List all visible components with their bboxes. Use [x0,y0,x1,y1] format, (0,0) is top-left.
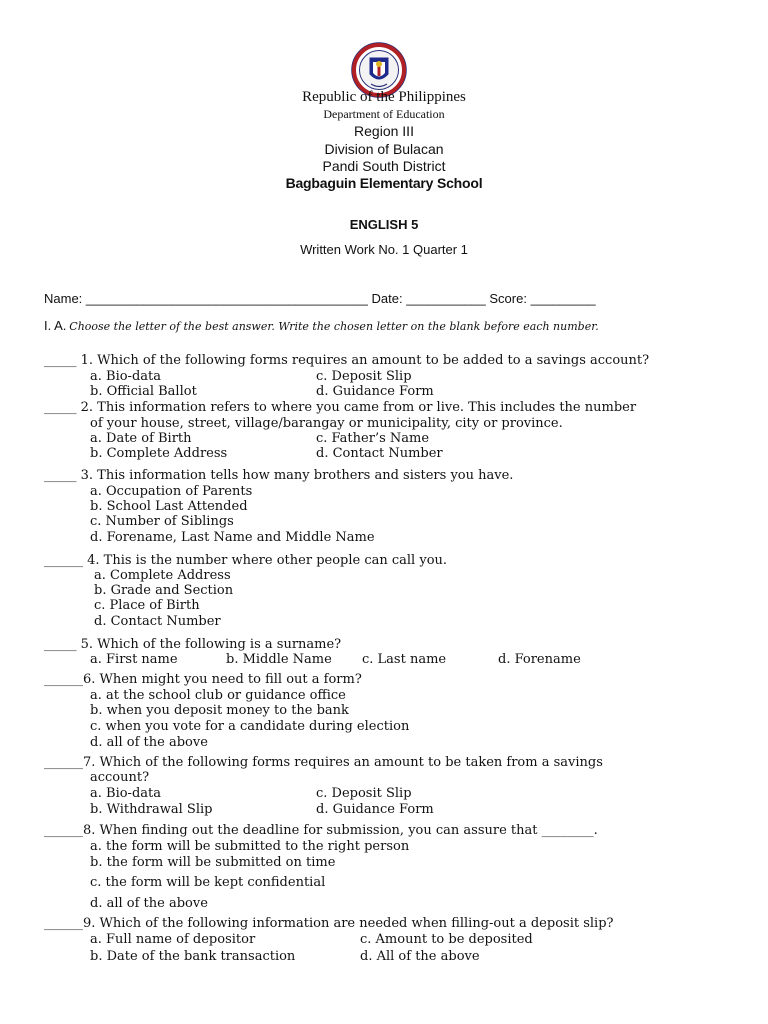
question-3-option-c: c. Number of Siblings [90,514,234,529]
question-7-stem-line2: account? [90,770,150,785]
question-2-option-c: c. Father’s Name [316,431,430,446]
question-5-stem: _____ 5. Which of the following is a surname? [44,637,342,652]
question-7-stem-line1: ______7. Which of the following forms requires an amount to be taken from a savings [44,755,603,770]
question-7-option-c: c. Deposit Slip [316,786,412,801]
question-1-stem: _____ 1. Which of the following forms requires an amount to be added to a savings account? [44,353,650,368]
question-5-option-c: c. Last name [362,652,447,667]
question-2-stem-line2: of your house, street, village/barangay or municipality, city or province. [90,416,563,431]
question-4-stem: ______ 4. This is the number where other people can call you. [44,553,448,568]
question-9-option-c: c. Amount to be deposited [360,932,533,947]
question-8-option-c: c. the form will be kept confidential [90,875,326,890]
question-8-stem: ______8. When finding out the deadline for submission, you can assure that ________. [44,823,598,838]
question-2-option-a: a. Date of Birth [90,431,192,446]
question-5-option-d: d. Forename [498,652,581,667]
question-5-option-a: a. First name [90,652,178,667]
question-2-stem-line1: _____ 2. This information refers to where you came from or live. This includes the number [44,400,637,415]
instructions-prefix: I. A. [44,318,67,333]
question-8-option-a: a. the form will be submitted to the right person [90,839,410,854]
question-6-option-d: d. all of the above [90,735,208,750]
question-4-option-c: c. Place of Birth [94,598,200,613]
question-5-option-b: b. Middle Name [226,652,332,667]
question-6-option-c: c. when you vote for a candidate during election [90,719,410,734]
question-7-option-d: d. Guidance Form [316,802,434,817]
question-2-option-b: b. Complete Address [90,446,228,461]
work-title: Written Work No. 1 Quarter 1 [300,242,468,257]
date-label: Date: [371,291,403,306]
division-heading: Division of Bulacan [324,141,444,157]
question-1-option-b: b. Official Ballot [90,384,197,399]
score-blank[interactable]: _________ [530,291,596,306]
question-4-option-a: a. Complete Address [94,568,231,583]
question-6-stem: ______6. When might you need to fill out a form? [44,672,362,687]
question-1-option-c: c. Deposit Slip [316,369,412,384]
name-label: Name: [44,291,83,306]
school-heading: Bagbaguin Elementary School [285,175,483,191]
date-blank[interactable]: ___________ [406,291,486,306]
question-2-option-d: d. Contact Number [316,446,443,461]
question-9-option-a: a. Full name of depositor [90,932,256,947]
question-6-option-a: a. at the school club or guidance office [90,688,346,703]
department-heading: Department of Education [323,107,445,121]
question-6-option-b: b. when you deposit money to the bank [90,703,349,718]
question-8-option-d: d. all of the above [90,896,208,911]
region-heading: Region III [354,123,414,139]
question-3-option-a: a. Occupation of Parents [90,484,253,499]
subject-title: ENGLISH 5 [349,217,419,232]
score-label: Score: [489,291,527,306]
question-3-option-d: d. Forename, Last Name and Middle Name [90,530,375,545]
question-3-stem: _____ 3. This information tells how many brothers and sisters you have. [44,468,514,483]
question-1-option-d: d. Guidance Form [316,384,434,399]
question-1-option-a: a. Bio-data [90,369,161,384]
question-4-option-b: b. Grade and Section [94,583,234,598]
info-line [44,291,596,306]
question-7-option-a: a. Bio-data [90,786,161,801]
question-9-stem: ______9. Which of the following information are needed when filling-out a deposit slip? [44,916,614,931]
republic-heading: Republic of the Philippines [302,89,466,105]
question-8-option-b: b. the form will be submitted on time [90,855,336,870]
instructions [44,318,599,333]
name-blank[interactable]: _______________________________________ [85,291,368,306]
question-9-option-d: d. All of the above [360,949,480,964]
district-heading: Pandi South District [322,158,446,174]
question-3-option-b: b. School Last Attended [90,499,248,514]
question-9-option-b: b. Date of the bank transaction [90,949,296,964]
question-7-option-b: b. Withdrawal Slip [90,802,213,817]
instructions-text: Choose the letter of the best answer. Write the chosen letter on the blank before each number. [69,320,599,333]
question-4-option-d: d. Contact Number [94,614,221,629]
